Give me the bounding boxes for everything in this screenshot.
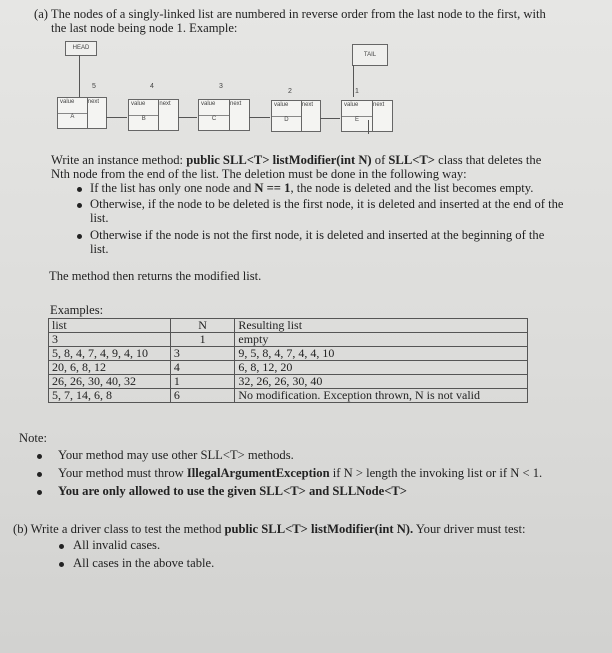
note-label: Note:	[19, 431, 47, 445]
node-d	[271, 100, 321, 132]
table-row	[49, 389, 528, 403]
table-cell: 1	[170, 333, 235, 347]
node-letter: C	[211, 116, 217, 122]
node-letter: E	[354, 117, 359, 123]
rule-1: If the list has only one node and N == 1, the node is deleted and the list becomes empty.	[90, 181, 534, 195]
next-label: next	[230, 101, 242, 107]
node-e	[341, 100, 393, 132]
table-cell: 5, 7, 14, 6, 8	[49, 389, 171, 403]
next-label: next	[373, 102, 385, 108]
rule-3-line-2: list.	[90, 242, 109, 256]
node-number: 2	[288, 88, 292, 95]
table-row	[49, 375, 528, 389]
table-cell: 32, 26, 26, 30, 40	[235, 375, 528, 389]
table-cell: 4	[170, 361, 235, 375]
link-arrow	[249, 117, 270, 118]
value-label: value	[201, 101, 216, 107]
tail-box	[352, 44, 388, 66]
table-cell: 6, 8, 12, 20	[235, 361, 528, 375]
link-arrow	[106, 117, 127, 118]
head-box	[65, 41, 97, 56]
table-cell: 5, 8, 4, 7, 4, 9, 4, 10	[49, 347, 171, 361]
head-arrow	[79, 55, 80, 97]
examples-label: Examples:	[50, 303, 104, 317]
link-arrow	[320, 118, 340, 119]
linked-list-diagram	[0, 0, 612, 150]
table-cell: No modification. Exception thrown, N is not valid	[235, 389, 528, 403]
table-cell: 1	[170, 375, 235, 389]
task-line-2: Nth node from the end of the list. The deletion must be done in the following way:	[51, 167, 467, 181]
node-b	[128, 99, 179, 131]
intro-line-2: the last node being node 1. Example:	[51, 21, 238, 35]
tail-label: TAIL	[363, 52, 377, 58]
bullet-icon	[37, 490, 42, 495]
tail-arrow	[353, 65, 354, 97]
rule-3-line-1: Otherwise if the node is not the first node, it is deleted and inserted at the beginning of the	[90, 228, 545, 242]
value-label: value	[274, 102, 289, 108]
table-cell: 20, 6, 8, 12	[49, 361, 171, 375]
node-number: 5	[92, 83, 96, 90]
table-row	[49, 361, 528, 375]
part-b-item-2: All cases in the above table.	[73, 556, 215, 570]
bullet-icon	[77, 234, 82, 239]
table-header-cell: N	[170, 319, 235, 333]
value-label: value	[344, 102, 359, 108]
table-cell: 26, 26, 30, 40, 32	[49, 375, 171, 389]
table-cell: 3	[49, 333, 171, 347]
rule-2-line-1: Otherwise, if the node to be deleted is the first node, it is deleted and inserted at the end of the	[90, 197, 564, 211]
node-number: 1	[355, 88, 359, 95]
bullet-icon	[77, 187, 82, 192]
head-label: HEAD	[72, 45, 90, 51]
table-cell: 9, 5, 8, 4, 7, 4, 4, 10	[235, 347, 528, 361]
value-label: value	[131, 101, 146, 107]
examples-table	[48, 318, 528, 403]
next-label: next	[301, 102, 314, 108]
note-item-1: Your method may use other SLL<T> methods.	[58, 448, 294, 462]
table-cell: empty	[235, 333, 528, 347]
part-b-item-1: All invalid cases.	[73, 538, 161, 552]
bullet-icon	[77, 203, 82, 208]
bullet-icon	[59, 544, 64, 549]
value-label: value	[60, 99, 75, 105]
node-number: 3	[219, 83, 223, 90]
node-letter: B	[141, 116, 146, 122]
rule-2-line-2: list.	[90, 211, 109, 225]
table-row	[49, 333, 528, 347]
bullet-icon	[37, 454, 42, 459]
node-a	[57, 97, 107, 129]
node-number: 4	[150, 83, 154, 90]
table-header-cell: list	[49, 319, 171, 333]
returns-text: The method then returns the modified list.	[49, 269, 262, 283]
table-header-row	[49, 319, 528, 333]
bullet-icon	[59, 562, 64, 567]
node-c	[198, 99, 250, 131]
node-letter: A	[70, 114, 75, 120]
node-letter: D	[284, 117, 289, 123]
note-item-3: You are only allowed to use the given SLL<T> and SLLNode<T>	[58, 484, 407, 498]
table-row	[49, 347, 528, 361]
next-label: next	[87, 99, 100, 105]
next-label: next	[159, 101, 171, 107]
link-arrow	[178, 117, 197, 118]
table-cell: 3	[170, 347, 235, 361]
table-cell: 6	[170, 389, 235, 403]
intro-line-1: (a) The nodes of a singly-linked list are numbered in reverse order from the last node to the first, with	[34, 7, 546, 21]
bullet-icon	[37, 472, 42, 477]
table-header-cell: Resulting list	[235, 319, 528, 333]
part-b-line: (b) Write a driver class to test the method public SLL<T> listModifier(int N). Your driver must test:	[13, 522, 526, 536]
note-item-2: Your method must throw IllegalArgumentException if N > length the invoking list or if N < 1.	[58, 466, 543, 480]
task-line-1: Write an instance method: public SLL<T> listModifier(int N) of SLL<T> class that deletes the	[51, 153, 542, 167]
null-marker	[368, 120, 369, 134]
